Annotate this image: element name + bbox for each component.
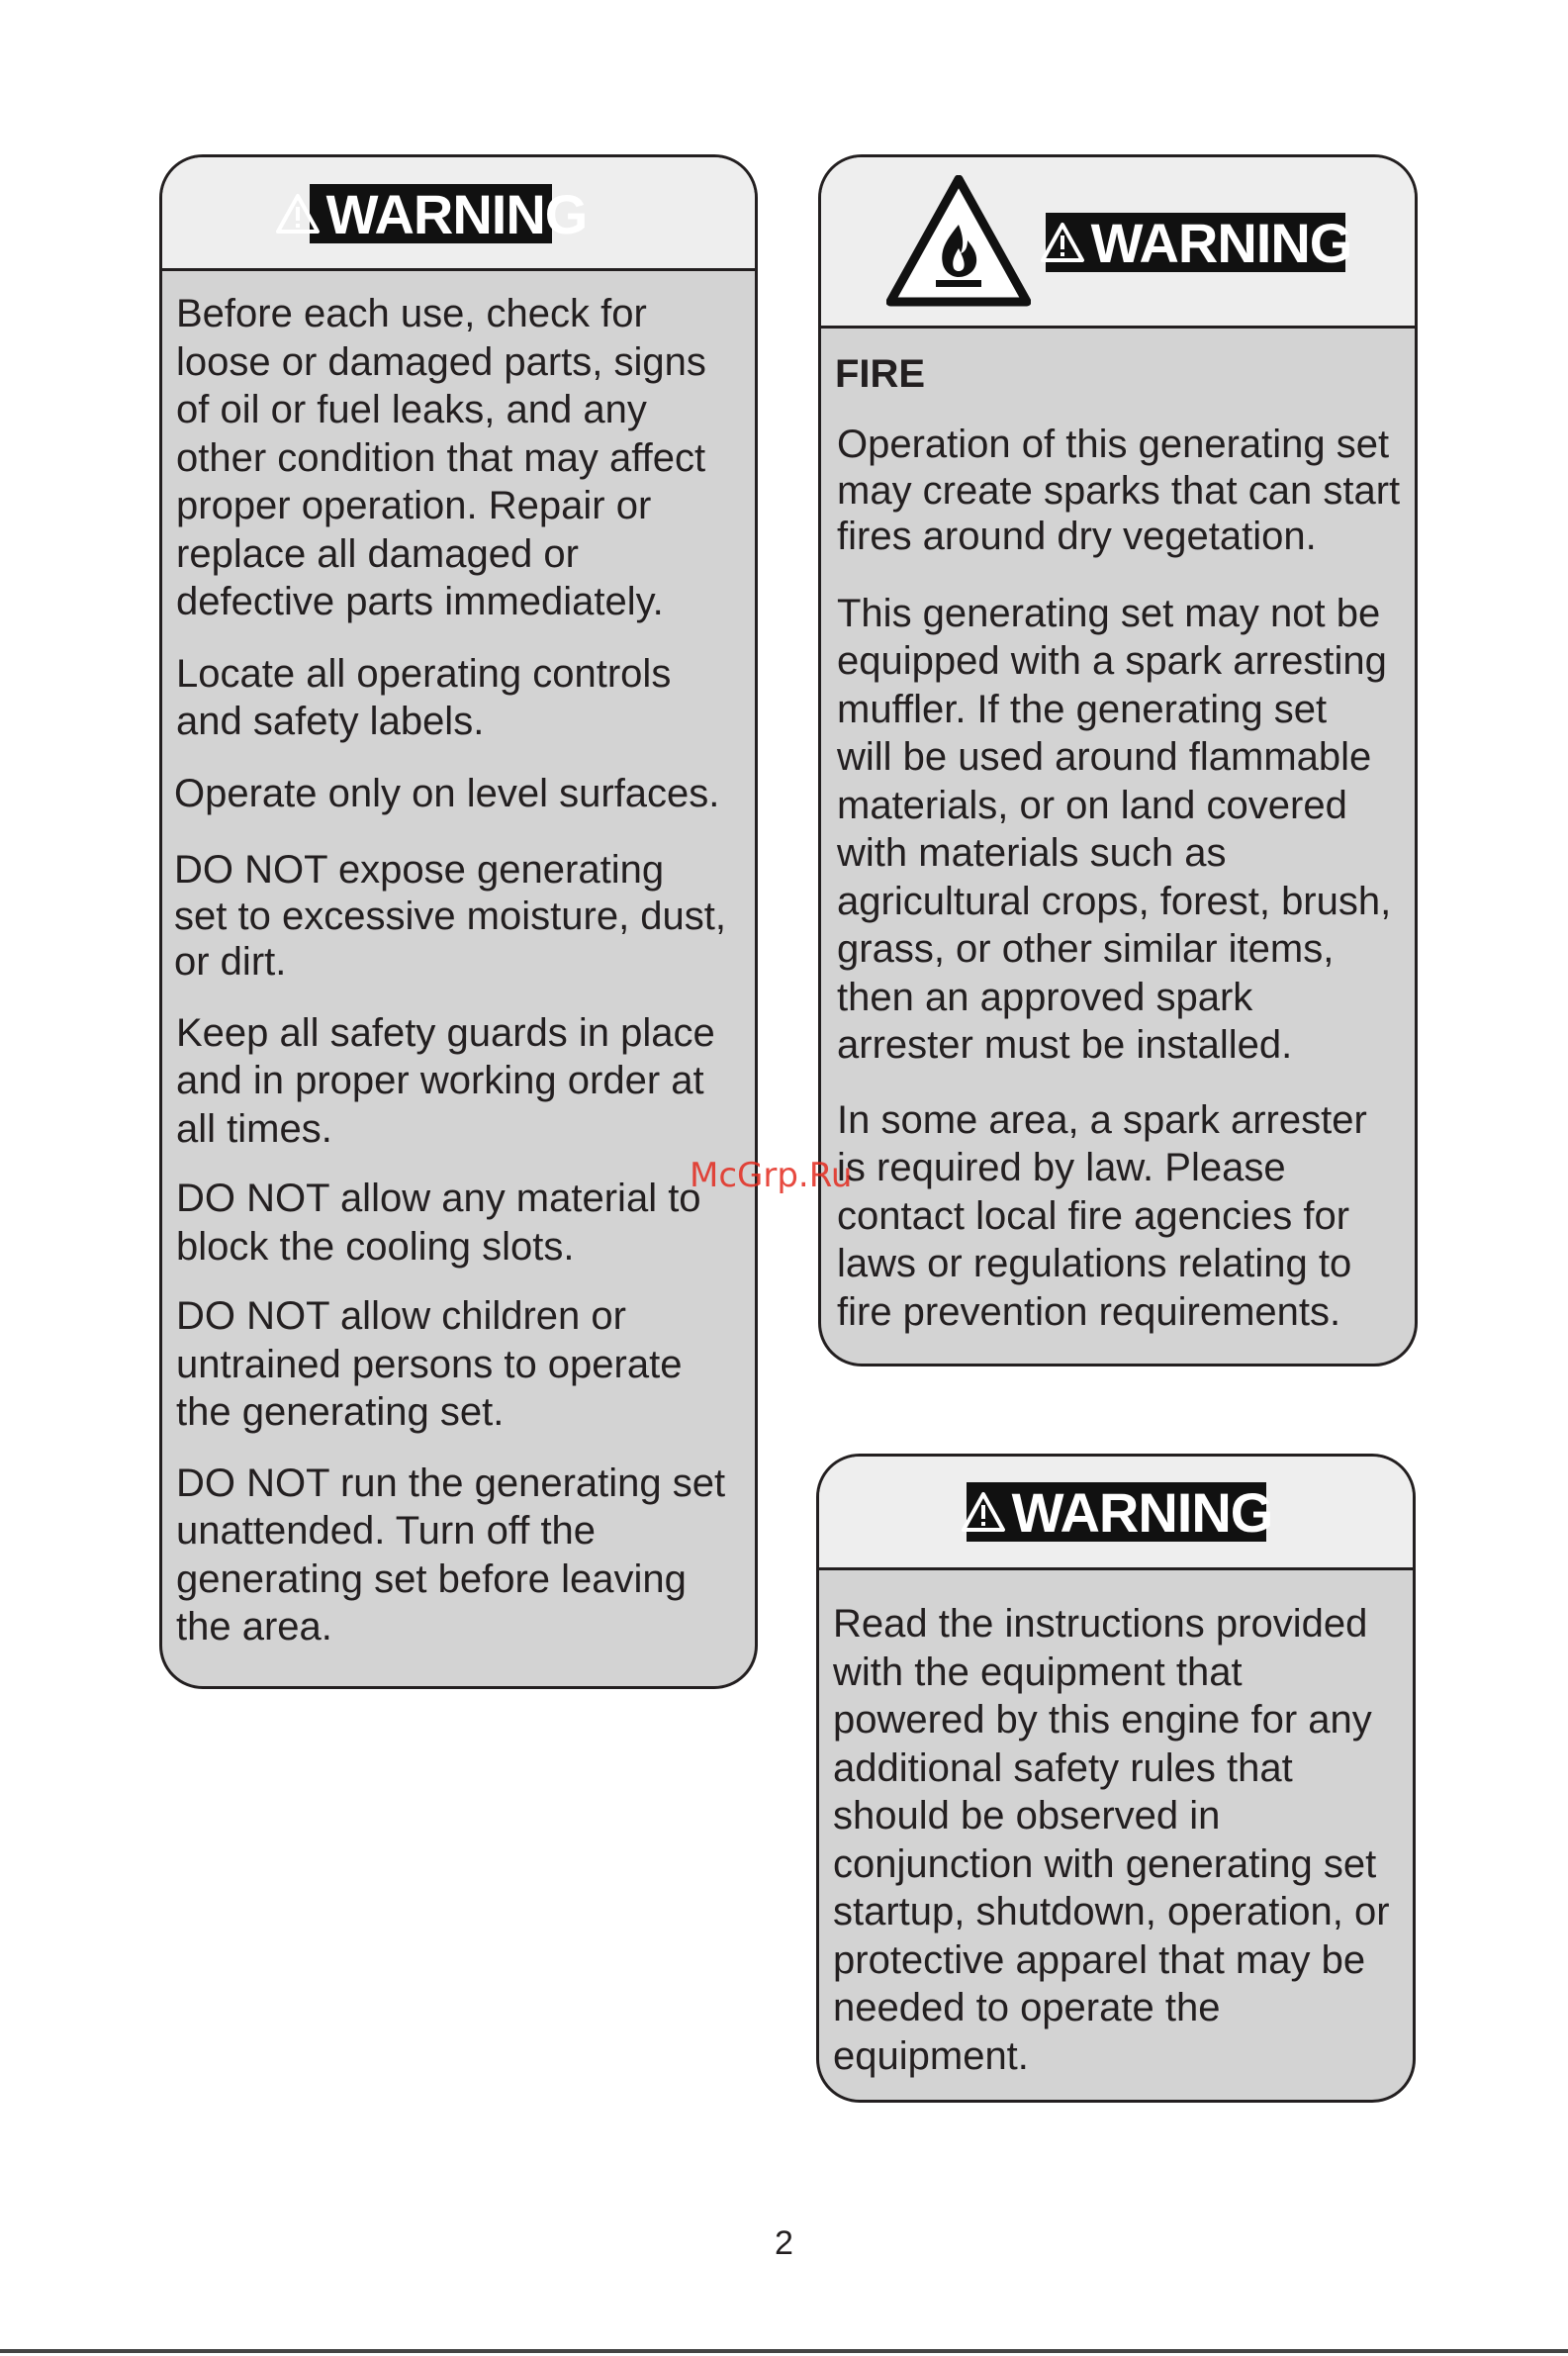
warning-label: WARNING	[1011, 1480, 1273, 1544]
warning-panel-body	[833, 1600, 1416, 2080]
safety-paragraph: Keep all safety guards in place and in proper working order at all times.	[176, 1010, 715, 1151]
safety-paragraph: This generating set may not be equipped with a spark arresting muffler. If the generating set will be used around flammable materials, or on land covered with materials such as agricultural crops, forest, brush, grass, or other similar items, then an approved spark arrester must be installed.	[837, 591, 1392, 1067]
warning-panel-fire	[818, 154, 1418, 1366]
safety-paragraph: DO NOT run the generating set unattended. Turn off the generating set before leaving the area.	[176, 1461, 726, 1649]
warning-panel-header	[821, 157, 1415, 329]
warning-panel-header	[819, 1457, 1413, 1570]
safety-paragraph: DO NOT allow children or untrained persons to operate the generating set.	[176, 1294, 683, 1434]
fire-heading: FIRE	[835, 352, 926, 396]
safety-paragraph: Operation of this generating set may create sparks that can start fires around dry vegetation.	[837, 423, 1401, 558]
bottom-divider	[0, 2349, 1568, 2353]
warning-badge	[967, 1480, 1273, 1544]
warning-panel-general	[159, 154, 758, 1689]
warning-triangle-icon	[275, 193, 321, 235]
safety-paragraph: Before each use, check for loose or damaged parts, signs of oil or fuel leaks, and any other condition that may affect proper operation. Repair or replace all damaged or defective parts immediately.	[176, 292, 706, 623]
safety-paragraph: Operate only on level surfaces.	[174, 771, 720, 815]
warning-label: WARNING	[1090, 211, 1352, 274]
warning-panel-body	[176, 290, 758, 1651]
warning-triangle-icon	[1040, 222, 1085, 263]
warning-badge	[1046, 211, 1352, 274]
safety-paragraph: DO NOT allow any material to block the cooling slots.	[176, 1177, 701, 1269]
safety-paragraph: Read the instructions provided with the equipment that powered by this engine for any additional safety rules that should be observed in conjunction with generating set startup, shutdown, operation, or protective apparel that may be needed to operate the equipment.	[833, 1602, 1390, 2078]
safety-paragraph: DO NOT expose generating set to excessive moisture, dust, or dirt.	[174, 848, 727, 984]
safety-paragraph: Locate all operating controls and safety labels.	[176, 651, 672, 743]
warning-panel-header	[162, 157, 755, 271]
watermark: McGrp.Ru	[690, 1156, 853, 1195]
warning-panel-body	[837, 422, 1418, 1336]
flammable-hazard-icon	[886, 175, 1031, 308]
page-number: 2	[775, 2224, 793, 2262]
warning-triangle-icon	[961, 1491, 1006, 1533]
warning-label: WARNING	[325, 182, 588, 245]
warning-badge	[310, 182, 588, 245]
warning-panel-equipment	[816, 1454, 1416, 2103]
safety-paragraph: In some area, a spark arrester is required by law. Please contact local fire agencies for laws or regulations relating to fire prevention requirements.	[837, 1097, 1367, 1334]
